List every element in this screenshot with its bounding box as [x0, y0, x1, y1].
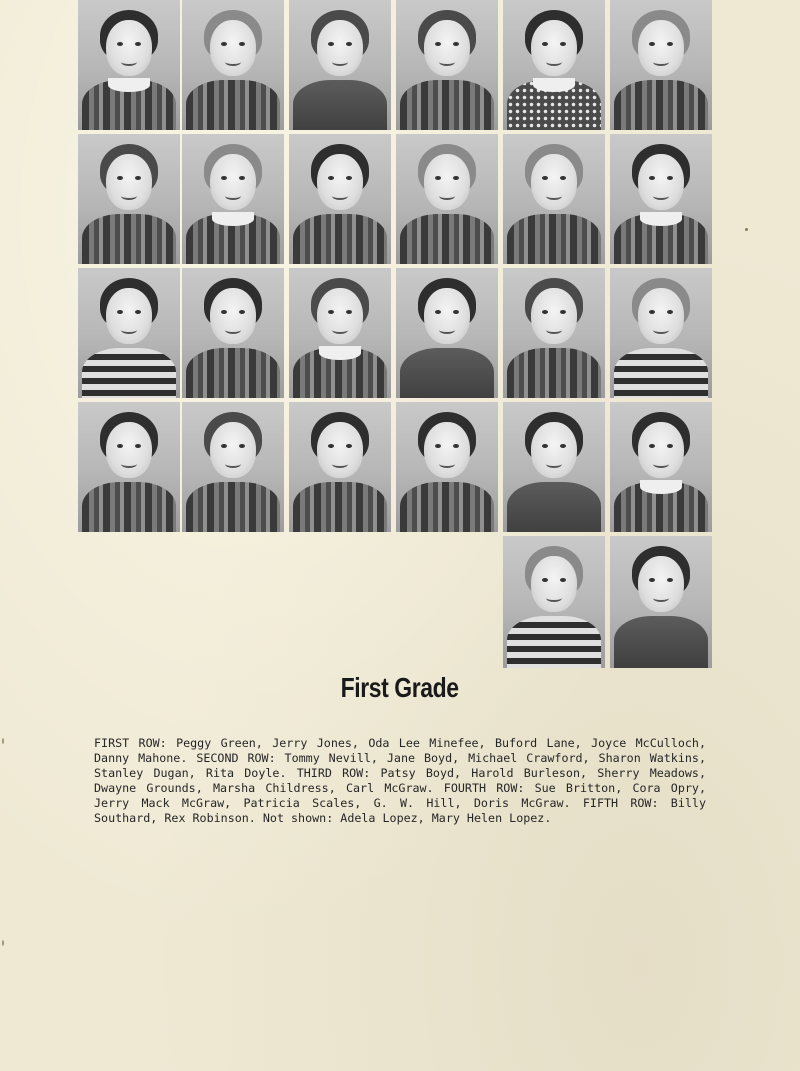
face-shape — [210, 20, 256, 76]
shirt-shape — [293, 214, 387, 264]
face-shape — [106, 422, 152, 478]
smile-shape — [439, 460, 455, 468]
student-portrait — [503, 536, 605, 668]
smile-shape — [439, 192, 455, 200]
student-portrait — [396, 268, 498, 398]
class-photo-grid — [78, 0, 714, 668]
smile-shape — [546, 326, 562, 334]
face-shape — [424, 422, 470, 478]
smile-shape — [225, 58, 241, 66]
shirt-shape — [82, 214, 176, 264]
shirt-shape — [507, 482, 601, 532]
paper-speck — [745, 228, 748, 231]
face-shape — [531, 288, 577, 344]
student-portrait — [610, 536, 712, 668]
smile-shape — [332, 326, 348, 334]
face-shape — [531, 20, 577, 76]
smile-shape — [653, 460, 669, 468]
shirt-shape — [400, 214, 494, 264]
student-portrait — [182, 402, 284, 532]
shirt-shape — [186, 348, 280, 398]
smile-shape — [653, 58, 669, 66]
shirt-shape — [293, 482, 387, 532]
shirt-shape — [400, 482, 494, 532]
face-shape — [106, 154, 152, 210]
face-shape — [638, 20, 684, 76]
face-shape — [638, 154, 684, 210]
smile-shape — [332, 192, 348, 200]
smile-shape — [225, 326, 241, 334]
smile-shape — [546, 58, 562, 66]
collar-shape — [108, 78, 150, 92]
student-portrait — [503, 134, 605, 264]
student-portrait — [289, 402, 391, 532]
collar-shape — [533, 78, 575, 92]
smile-shape — [439, 58, 455, 66]
face-shape — [531, 422, 577, 478]
collar-shape — [212, 212, 254, 226]
student-portrait — [78, 0, 180, 130]
smile-shape — [546, 192, 562, 200]
student-portrait — [396, 402, 498, 532]
face-shape — [317, 422, 363, 478]
smile-shape — [332, 460, 348, 468]
student-portrait — [78, 134, 180, 264]
smile-shape — [546, 594, 562, 602]
face-shape — [531, 154, 577, 210]
face-shape — [317, 154, 363, 210]
student-portrait — [610, 268, 712, 398]
student-portrait — [503, 268, 605, 398]
smile-shape — [653, 192, 669, 200]
face-shape — [106, 20, 152, 76]
student-portrait — [289, 0, 391, 130]
shirt-shape — [507, 348, 601, 398]
student-portrait — [289, 134, 391, 264]
face-shape — [638, 422, 684, 478]
shirt-shape — [400, 348, 494, 398]
student-portrait — [182, 268, 284, 398]
smile-shape — [546, 460, 562, 468]
shirt-shape — [507, 616, 601, 668]
student-portrait — [610, 402, 712, 532]
shirt-shape — [614, 80, 708, 130]
shirt-shape — [614, 616, 708, 668]
face-shape — [531, 556, 577, 612]
face-shape — [424, 288, 470, 344]
smile-shape — [121, 460, 137, 468]
shirt-shape — [186, 80, 280, 130]
face-shape — [317, 20, 363, 76]
paper-speck — [2, 738, 4, 744]
face-shape — [210, 288, 256, 344]
smile-shape — [225, 460, 241, 468]
collar-shape — [640, 480, 682, 494]
student-portrait — [396, 0, 498, 130]
face-shape — [210, 422, 256, 478]
face-shape — [106, 288, 152, 344]
face-shape — [210, 154, 256, 210]
student-portrait — [396, 134, 498, 264]
smile-shape — [332, 58, 348, 66]
student-portrait — [182, 134, 284, 264]
paper-speck — [2, 940, 4, 946]
smile-shape — [225, 192, 241, 200]
student-portrait — [289, 268, 391, 398]
student-portrait — [182, 0, 284, 130]
shirt-shape — [186, 482, 280, 532]
student-portrait — [610, 134, 712, 264]
face-shape — [424, 20, 470, 76]
student-portrait — [503, 402, 605, 532]
smile-shape — [121, 326, 137, 334]
student-portrait — [503, 0, 605, 130]
smile-shape — [121, 58, 137, 66]
shirt-shape — [293, 80, 387, 130]
student-portrait — [78, 268, 180, 398]
shirt-shape — [614, 348, 708, 398]
shirt-shape — [82, 482, 176, 532]
collar-shape — [319, 346, 361, 360]
shirt-shape — [82, 348, 176, 398]
smile-shape — [439, 326, 455, 334]
collar-shape — [640, 212, 682, 226]
shirt-shape — [400, 80, 494, 130]
name-caption: FIRST ROW: Peggy Green, Jerry Jones, Oda Lee Minefee, Buford Lane, Joyce McCulloch, Danny Mahone. SECOND ROW: Tommy Nevill, Jane Boyd, Michael Crawford, Sharon Watkins, Stanley Dugan, Rita Doyle. THIRD ROW: Patsy Boyd, Harold Burleson, Sherry Meadows, Dwayne Grounds, Marsha Childress, Carl McGraw. FOURTH ROW: Sue Britton, Cora Opry, Jerry Mack McGraw, Patricia Scales, G. W. Hill, Doris McGraw. FIFTH ROW: Billy Southard, Rex Robinson. Not shown: Adela Lopez, Mary Helen Lopez. — [94, 736, 706, 825]
face-shape — [317, 288, 363, 344]
smile-shape — [653, 326, 669, 334]
shirt-shape — [507, 214, 601, 264]
smile-shape — [121, 192, 137, 200]
student-portrait — [610, 0, 712, 130]
face-shape — [638, 556, 684, 612]
student-portrait — [78, 402, 180, 532]
smile-shape — [653, 594, 669, 602]
face-shape — [424, 154, 470, 210]
face-shape — [638, 288, 684, 344]
page-title: First Grade — [340, 672, 459, 703]
